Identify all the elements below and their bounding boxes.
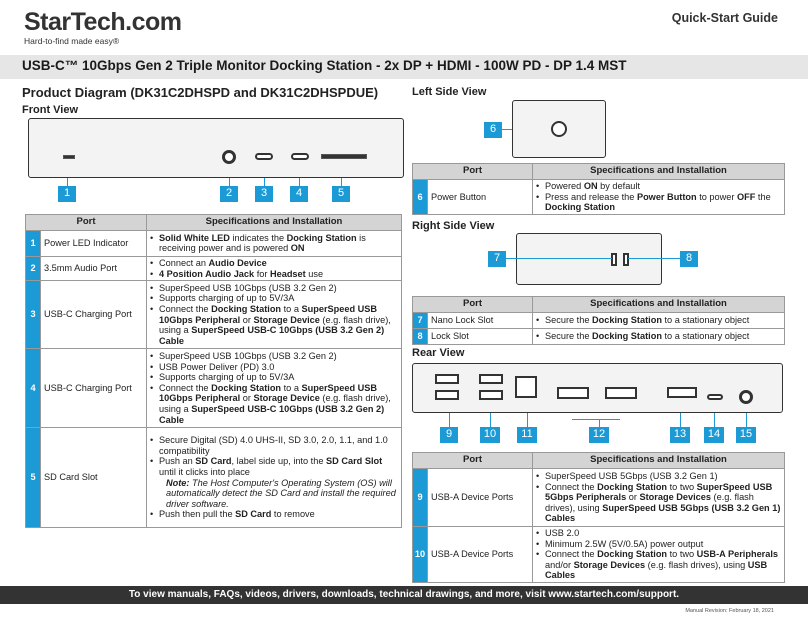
power-led-icon: [63, 155, 75, 159]
table-row: 4 USB-C Charging Port • SuperSpeed USB 10Gbps (USB 3.2 Gen 2) • USB Power Deliver (PD) 3.0 • Supports charging of up to 5V/3A • Connect the Docking Station to a SuperSpeed USB 10Gbps Peripheral or Storage Device (e.g. flash drive), using a SuperSpeed USB-C 10Gbps (USB 3.2 Gen 2) Cable: [26, 349, 402, 428]
rear-view-heading: Rear View: [412, 347, 465, 359]
displayport-icon: [557, 387, 589, 399]
usb-a-port-icon: [435, 390, 459, 400]
usb-c-port-icon: [291, 153, 309, 160]
callout-11: 11: [517, 427, 537, 443]
callout-7: 7: [488, 251, 506, 267]
usb-a-port-icon: [479, 374, 503, 384]
table-row: 2 3.5mm Audio Port • Connect an Audio Device • 4 Position Audio Jack for Headset use: [26, 256, 402, 280]
callout-10: 10: [480, 427, 500, 443]
table-row: 3 USB-C Charging Port • SuperSpeed USB 10Gbps (USB 3.2 Gen 2) • Supports charging of up to 5V/3A • Connect the Docking Station to a SuperSpeed USB 10Gbps Peripheral or Storage Device (e.g. flash drive), using a SuperSpeed USB-C 10Gbps (USB 3.2 Gen 2) Cable: [26, 281, 402, 349]
table-row: 5 SD Card Slot • Secure Digital (SD) 4.0 UHS-II, SD 3.0, 2.0, 1.1, and 1.0 compatibility • Push an SD Card, label side up, into the SD Card Slot until it clicks into place Note: The Host Computer's Operating System (OS) will automatically detect the SD Card and install the required driver software. • Push then pull the SD Card to remove: [26, 428, 402, 528]
front-view-dock-image: [28, 118, 404, 178]
callout-9: 9: [440, 427, 458, 443]
usb-a-port-icon: [479, 390, 503, 400]
front-ports-table: [25, 214, 402, 528]
callout-5: 5: [332, 186, 350, 202]
callout-13: 13: [670, 427, 690, 443]
dc-power-input-icon: [739, 390, 753, 404]
hdmi-port-icon: [667, 387, 697, 398]
right-view-heading: Right Side View: [412, 220, 495, 232]
left-view-heading: Left Side View: [412, 86, 487, 98]
callout-2: 2: [220, 186, 238, 202]
col-header-spec: Specifications and Installation: [147, 215, 402, 231]
table-row: 9 USB-A Device Ports • SuperSpeed USB 5Gbps (USB 3.2 Gen 1) • Connect the Docking Station to two SuperSpeed USB 5Gbps Peripherals or Storage Devices (e.g. flash drives), using SuperSpeed USB 5Gbps (USB 3.2 Gen 1) Cables: [413, 468, 785, 526]
table-row: 6 Power Button • Powered ON by default • Press and release the Power Button to power OFF the Docking Station: [413, 179, 785, 214]
callout-8: 8: [680, 251, 698, 267]
rear-view-dock-image: [412, 363, 783, 413]
left-view-dock-image: [512, 100, 606, 158]
lock-slot-icon: [623, 253, 629, 266]
ethernet-port-icon: [515, 376, 537, 398]
nano-lock-slot-icon: [611, 253, 617, 266]
front-view-heading: Front View: [22, 104, 79, 116]
table-row: 7 Nano Lock Slot • Secure the Docking Station to a stationary object: [413, 312, 785, 328]
callout-15: 15: [736, 427, 756, 443]
logo-tagline: Hard-to-find made easy®: [24, 36, 120, 46]
power-button-icon: [551, 121, 567, 137]
startech-logo: StarTech.com: [24, 8, 182, 36]
product-diagram-heading: Product Diagram (DK31C2DHSPD and DK31C2DHSPDUE): [22, 85, 379, 100]
callout-12: 12: [589, 427, 609, 443]
callout-14: 14: [704, 427, 724, 443]
rear-ports-table: Port Specifications and Installation 9 USB-A Device Ports • SuperSpeed USB 5Gbps (USB 3.2 Gen 1) • Connect the Docking Station to two SuperSpeed USB 5Gbps Peripherals or Storage Devices (e.g. flash drives), using SuperSpeed USB 5Gbps (USB 3.2 Gen 1) Cables 10 USB-A Device Ports • USB 2.0 • Minimum 2.5W (5V/0.5A) power output • Connect the Docking Station to two USB-A Peripherals and/or Storage Devices (e.g. flash drives), using USB Cables: [412, 452, 785, 583]
manual-revision: Manual Revision: February 18, 2021: [685, 608, 774, 614]
displayport-icon: [605, 387, 637, 399]
footer-support-banner: To view manuals, FAQs, videos, drivers, downloads, technical drawings, and more, visit www.startech.com/support.: [0, 586, 808, 604]
audio-jack-icon: [222, 150, 236, 164]
left-side-table: Port Specifications and Installation 6 Power Button • Powered ON by default • Press and release the Power Button to power OFF the Docking Station: [412, 163, 785, 215]
usb-c-port-icon: [707, 394, 723, 400]
callout-1: 1: [58, 186, 76, 202]
table-row: 1 Power LED Indicator • Solid White LED indicates the Docking Station is receiving power and is powered ON: [26, 230, 402, 256]
page-title: USB-C™ 10Gbps Gen 2 Triple Monitor Docking Station - 2x DP + HDMI - 100W PD - DP 1.4 MST: [22, 58, 627, 73]
usb-c-port-icon: [255, 153, 273, 160]
table-row: 10 USB-A Device Ports • USB 2.0 • Minimum 2.5W (5V/0.5A) power output • Connect the Docking Station to two USB-A Peripherals and/or Storage Devices (e.g. flash drives), using USB Cables: [413, 526, 785, 582]
col-header-port: Port: [26, 215, 147, 231]
doc-type-label: Quick-Start Guide: [671, 11, 778, 25]
table-row: 8 Lock Slot • Secure the Docking Station to a stationary object: [413, 328, 785, 344]
callout-4: 4: [290, 186, 308, 202]
sd-card-slot-icon: [321, 154, 367, 159]
callout-6: 6: [484, 122, 502, 138]
callout-3: 3: [255, 186, 273, 202]
right-side-table: Port Specifications and Installation 7 Nano Lock Slot • Secure the Docking Station to a stationary object 8 Lock Slot • Secure the Docking Station to a stationary object: [412, 296, 785, 345]
right-view-dock-image: [516, 233, 662, 285]
usb-a-port-icon: [435, 374, 459, 384]
